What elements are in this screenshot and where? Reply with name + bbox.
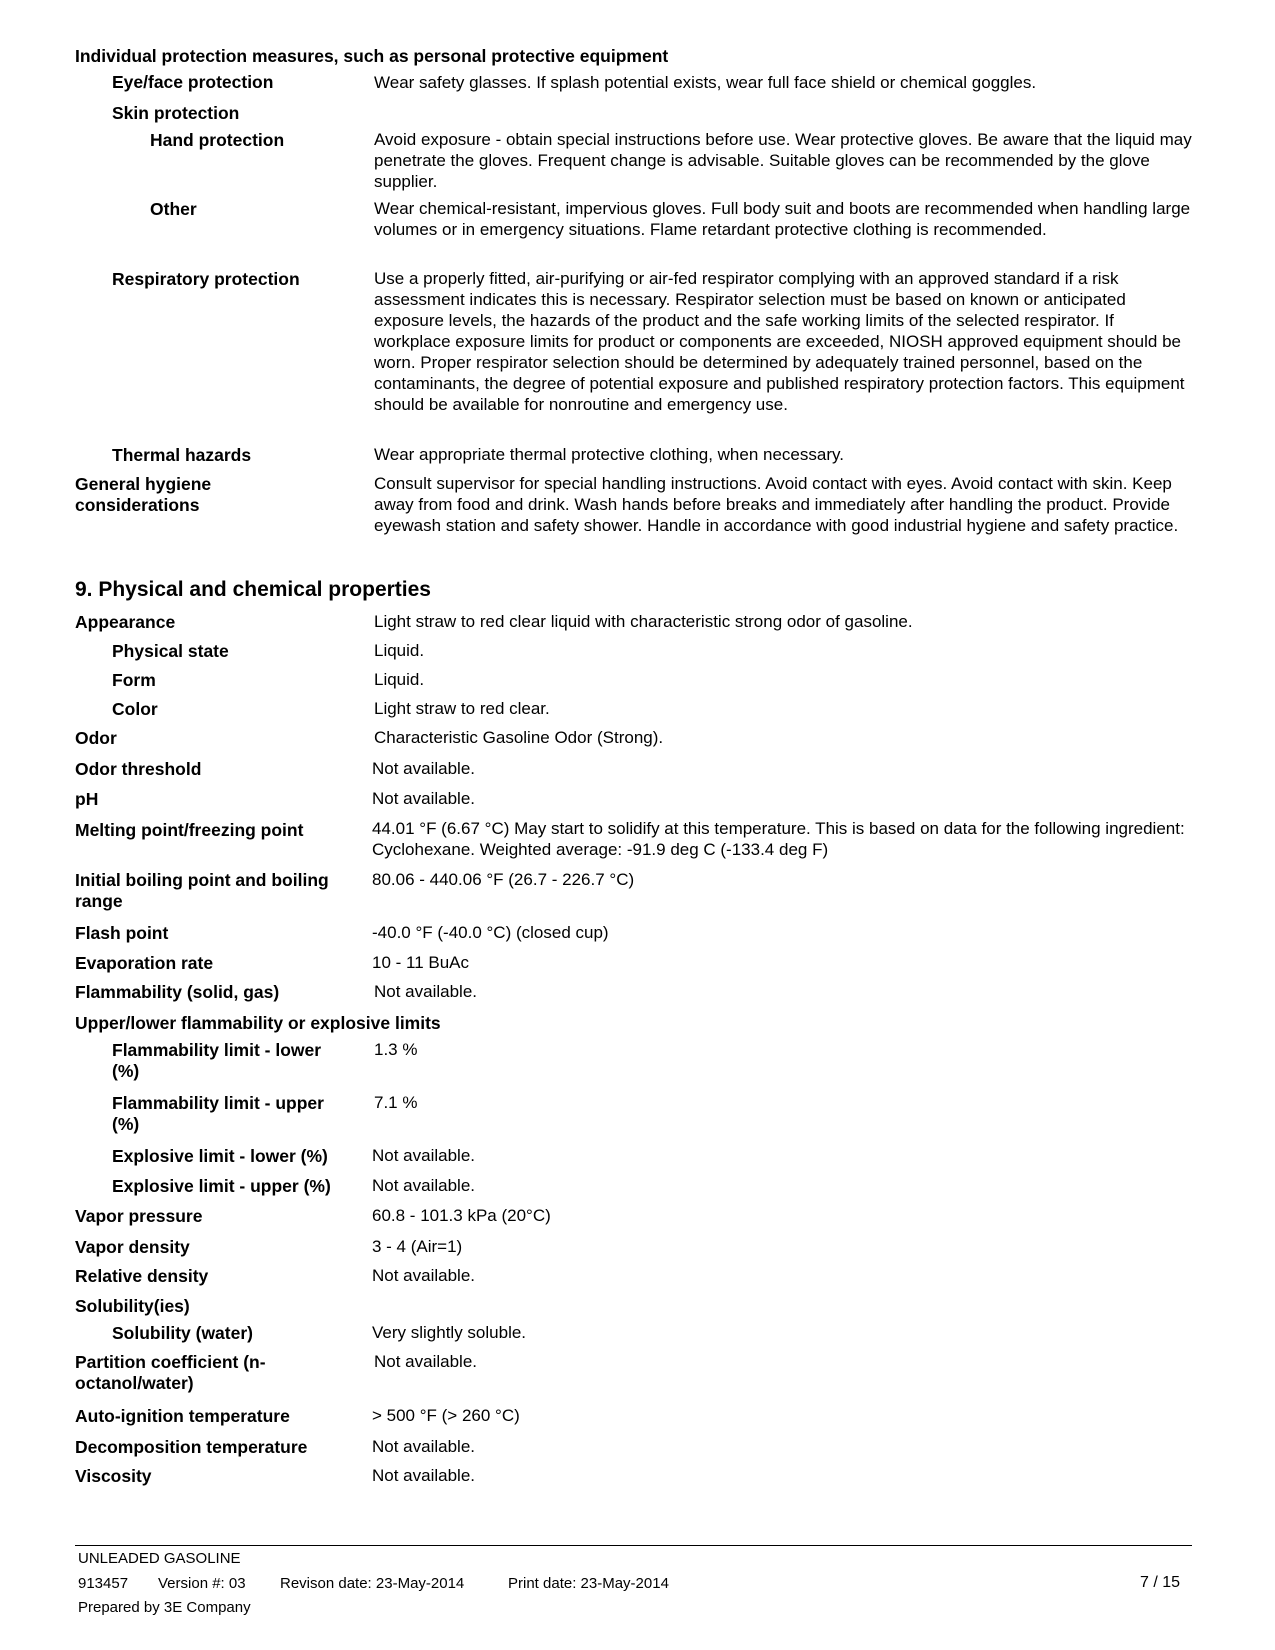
footer-prepared-by: Prepared by 3E Company [78, 1599, 251, 1616]
form-value: Liquid. [374, 670, 425, 689]
section-9-title: 9. Physical and chemical properties [75, 578, 431, 601]
physical-state-value: Liquid. [374, 641, 425, 660]
footer-revision-date: Revison date: 23-May-2014 [280, 1575, 465, 1592]
footer-version: Version #: 03 [158, 1575, 246, 1592]
respiratory-protection-label: Respiratory protection [112, 269, 300, 289]
hand-protection-text: Avoid exposure - obtain special instructions before use. Wear protective gloves. Be aware that the liquid may penetrate the gloves. Frequent change is advisable. Suitable gloves can be recommended by the glove supplier. [374, 130, 1192, 191]
thermal-hazards-label: Thermal hazards [112, 445, 252, 465]
decomposition-label: Decomposition temperature [75, 1437, 308, 1457]
explosive-upper-value: Not available. [372, 1176, 476, 1195]
relative-density-value: Not available. [372, 1266, 476, 1285]
flammability-upper-label: Flammability limit - upper (%) [112, 1093, 324, 1134]
ph-value: Not available. [372, 789, 476, 808]
vapor-pressure-label: Vapor pressure [75, 1206, 203, 1226]
flash-point-value: -40.0 °F (-40.0 °C) (closed cup) [372, 923, 609, 942]
ppe-heading: Individual protection measures, such as personal protective equipment [75, 46, 669, 66]
boiling-point-label: Initial boiling point and boiling range [75, 870, 329, 911]
melting-point-value: 44.01 °F (6.67 °C) May start to solidify at this temperature. This is based on data for the following ingredient: Cyclohexane. Weighted average: -91.9 deg C (-133.4 deg F) [372, 819, 1185, 859]
odor-value: Characteristic Gasoline Odor (Strong). [374, 728, 664, 747]
flash-point-label: Flash point [75, 923, 169, 943]
odor-threshold-label: Odor threshold [75, 759, 202, 779]
partition-coefficient-label: Partition coefficient (n-octanol/water) [75, 1352, 266, 1393]
relative-density-label: Relative density [75, 1266, 209, 1286]
solubility-water-label: Solubility (water) [112, 1323, 253, 1343]
eye-protection-label: Eye/face protection [112, 72, 274, 92]
hygiene-text: Consult supervisor for special handling instructions. Avoid contact with eyes. Avoid contact with skin. Keep away from food and drink. Wash hands before breaks and immediately after handling the product. Provide eyewash station and safety shower. Handle in accordance with good industrial hygiene and safety practice. [374, 474, 1179, 535]
skin-protection-label: Skin protection [112, 103, 240, 123]
partition-coefficient-value: Not available. [374, 1352, 478, 1371]
flammability-lower-value: 1.3 % [374, 1040, 418, 1059]
hygiene-label: General hygiene considerations [75, 474, 212, 515]
vapor-pressure-value: 60.8 - 101.3 kPa (20°C) [372, 1206, 551, 1225]
odor-label: Odor [75, 728, 117, 748]
odor-threshold-value: Not available. [372, 759, 476, 778]
viscosity-value: Not available. [372, 1466, 476, 1485]
flammability-value: Not available. [374, 982, 478, 1001]
footer-rule [75, 1545, 1192, 1546]
melting-point-label: Melting point/freezing point [75, 820, 304, 840]
appearance-label: Appearance [75, 612, 176, 632]
thermal-hazards-text: Wear appropriate thermal protective clothing, when necessary. [374, 445, 844, 464]
hand-protection-label: Hand protection [150, 130, 285, 150]
flammability-lower-label: Flammability limit - lower (%) [112, 1040, 322, 1081]
other-protection-label: Other [150, 199, 197, 219]
boiling-point-value: 80.06 - 440.06 °F (26.7 - 226.7 °C) [372, 870, 635, 889]
footer-print-date: Print date: 23-May-2014 [508, 1575, 669, 1592]
evaporation-rate-label: Evaporation rate [75, 953, 214, 973]
footer-doc-id: 913457 [78, 1575, 129, 1592]
footer-product: UNLEADED GASOLINE [78, 1550, 241, 1567]
appearance-value: Light straw to red clear liquid with characteristic strong odor of gasoline. [374, 612, 913, 631]
solubilities-label: Solubility(ies) [75, 1296, 190, 1316]
color-label: Color [112, 699, 158, 719]
decomposition-value: Not available. [372, 1437, 476, 1456]
explosive-upper-label: Explosive limit - upper (%) [112, 1176, 331, 1196]
autoignition-label: Auto-ignition temperature [75, 1406, 290, 1426]
other-protection-text: Wear chemical-resistant, impervious gloves. Full body suit and boots are recommended when handling large volumes or in emergency situations. Flame retardant protective clothing is recommended. [374, 199, 1191, 239]
explosive-lower-value: Not available. [372, 1146, 476, 1165]
vapor-density-value: 3 - 4 (Air=1) [372, 1237, 463, 1256]
autoignition-value: > 500 °F (> 260 °C) [372, 1406, 520, 1425]
evaporation-rate-value: 10 - 11 BuAc [372, 953, 470, 972]
flammability-label: Flammability (solid, gas) [75, 982, 280, 1002]
vapor-density-label: Vapor density [75, 1237, 190, 1257]
physical-state-label: Physical state [112, 641, 229, 661]
form-label: Form [112, 670, 156, 690]
footer-page-number: 7 / 15 [1140, 1574, 1181, 1591]
ph-label: pH [75, 789, 99, 809]
respiratory-protection-text: Use a properly fitted, air-purifying or air-fed respirator complying with an approved standard if a risk assessment indicates this is necessary. Respirator selection must be based on known or anticipated exposure levels, the hazards of the product and the safe working limits of the selected respirator. If workplace exposure limits for product or components are exceeded, NIOSH approved equipment should be worn. Proper respirator selection should be determined by adequately trained personnel, based on the contaminants, the degree of potential exposure and published respiratory protection factors. This equipment should be available for nonroutine and emergency use. [374, 269, 1185, 414]
limits-heading: Upper/lower flammability or explosive limits [75, 1013, 441, 1033]
viscosity-label: Viscosity [75, 1466, 152, 1486]
solubility-water-value: Very slightly soluble. [372, 1323, 527, 1342]
color-value: Light straw to red clear. [374, 699, 550, 718]
eye-protection-text: Wear safety glasses. If splash potential exists, wear full face shield or chemical goggles. [374, 73, 1037, 92]
flammability-upper-value: 7.1 % [374, 1093, 418, 1112]
explosive-lower-label: Explosive limit - lower (%) [112, 1146, 328, 1166]
